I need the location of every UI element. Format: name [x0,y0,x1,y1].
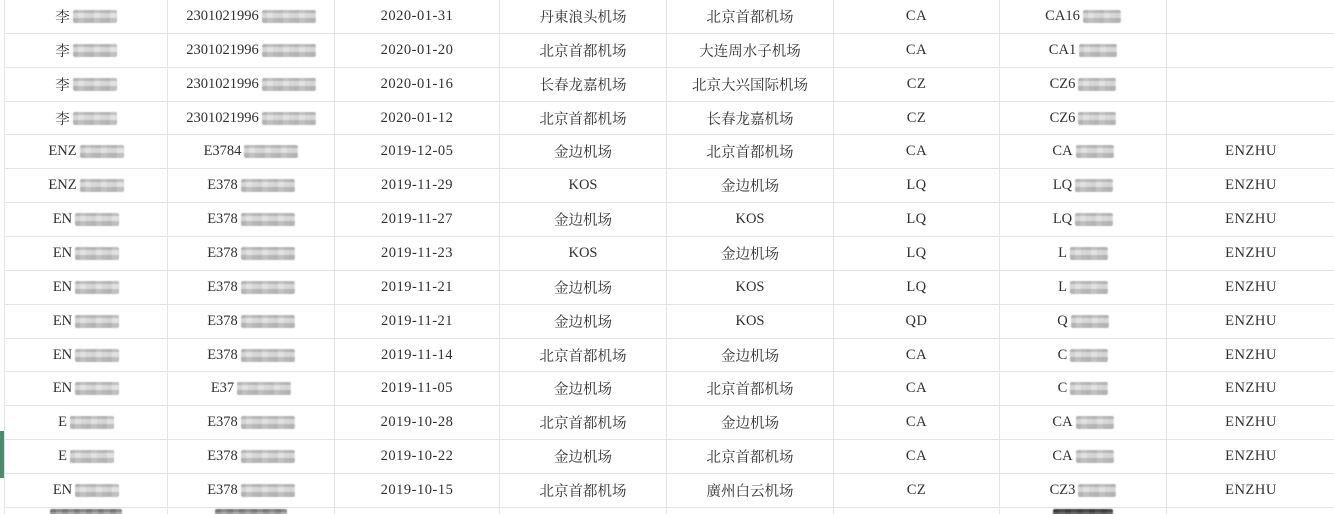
document-id-prefix: E378 [207,448,238,465]
redaction-blur [1076,145,1114,158]
arrival-airport-cell[interactable]: 北京首都机场 [667,372,834,405]
flight-number-cell[interactable] [1000,339,1167,372]
passenger-name-cell[interactable] [5,406,168,439]
arrival-airport-cell[interactable]: KOS [667,305,834,338]
redaction-blur [73,10,117,23]
flight-date-cell[interactable]: 2019-11-21 [335,305,500,338]
passenger-name-prefix: EN [52,244,73,261]
flight-date-cell[interactable]: 2019-10-15 [335,474,500,507]
redaction-blur [75,315,119,328]
redaction-blur [262,78,316,91]
arrival-airport-cell[interactable]: 长春龙嘉机场 [667,102,834,135]
redaction-blur [244,145,298,158]
table-row[interactable] [5,135,1334,169]
flight-number-prefix: L [1058,278,1067,295]
document-id-prefix: E378 [207,346,238,363]
departure-airport-cell[interactable]: 金边机场 [500,440,667,473]
passenger-name-prefix: EN [52,211,73,228]
flight-number-cell[interactable] [1000,135,1167,168]
document-id-prefix: E3784 [203,143,242,160]
redaction-blur [241,450,295,463]
passenger-code-cell[interactable]: ENZHU [1225,414,1277,431]
flight-number-prefix: L [1058,244,1067,261]
redaction-blur [241,349,295,362]
passenger-name-cell[interactable] [5,440,168,473]
redaction-blur [75,213,119,226]
document-id-cell[interactable] [168,406,335,439]
flight-number-cell[interactable] [1000,237,1167,270]
table-row[interactable] [5,271,1334,305]
document-id-cell[interactable] [168,271,335,304]
flight-number-cell[interactable] [1000,474,1167,507]
redaction-blur [1070,349,1108,362]
passenger-code-cell[interactable] [1167,68,1334,101]
table-row[interactable] [5,440,1334,474]
flight-date-cell[interactable]: 2019-11-14 [335,339,500,372]
flight-number-prefix: C [1057,346,1068,363]
passenger-name-prefix: ENZ [48,143,77,160]
redaction-blur [80,145,124,158]
flight-date-cell[interactable]: 2019-11-27 [335,203,500,236]
document-id-cell[interactable] [168,102,335,135]
passenger-code-cell[interactable]: ENZHU [1225,380,1277,397]
flight-number-cell[interactable] [1000,305,1167,338]
departure-airport-cell[interactable]: 北京首都机场 [500,34,667,67]
document-id-prefix: 2301021996 [186,7,259,24]
document-id-cell[interactable] [168,339,335,372]
flight-number-prefix: CA [1052,448,1073,465]
document-id-prefix: E378 [207,414,238,431]
airline-code-cell[interactable]: CZ [834,68,1000,101]
departure-airport-cell[interactable]: 北京首都机场 [500,102,667,135]
passenger-name-prefix: 李 [55,111,70,128]
departure-airport-cell[interactable]: 长春龙嘉机场 [500,68,667,101]
flight-date-cell[interactable]: 2020-01-31 [335,0,500,33]
redaction-blur [1078,78,1116,91]
airline-code-cell[interactable]: CA [834,339,1000,372]
passenger-code-cell[interactable] [1167,34,1334,67]
redaction-blur [75,349,119,362]
redaction-blur [241,281,295,294]
arrival-airport-cell[interactable]: 金边机场 [667,339,834,372]
passenger-name-prefix: EN [52,312,73,329]
departure-airport-cell[interactable]: 金边机场 [500,305,667,338]
redaction-blur [241,315,295,328]
flight-number-cell[interactable] [1000,372,1167,405]
flight-number-prefix: C [1057,380,1068,397]
document-id-prefix: 2301021996 [186,109,259,126]
flight-date-cell[interactable]: 2020-01-20 [335,34,500,67]
flight-date-cell[interactable]: 2019-11-05 [335,372,500,405]
document-id-cell[interactable] [168,68,335,101]
redaction-blur [75,484,119,497]
redaction-blur [1075,213,1113,226]
table-row[interactable] [5,372,1334,406]
arrival-airport-cell[interactable]: KOS [667,203,834,236]
passenger-name-prefix: EN [52,380,73,397]
flight-number-prefix: LQ [1052,211,1073,228]
flight-number-prefix: CZ6 [1049,75,1076,92]
redaction-blur [237,382,291,395]
passenger-name-cell[interactable] [5,474,168,507]
airline-code-cell[interactable]: LQ [834,237,1000,270]
passenger-code-cell[interactable]: ENZHU [1225,278,1277,295]
flight-number-prefix: CZ3 [1049,481,1076,498]
document-id-cell[interactable] [168,440,335,473]
departure-airport-cell[interactable]: 金边机场 [500,271,667,304]
document-id-cell[interactable] [168,34,335,67]
arrival-airport-cell[interactable]: 金边机场 [667,169,834,202]
passenger-code-cell[interactable] [1167,102,1334,135]
flight-table [4,0,1334,514]
redaction-blur [241,247,295,260]
redaction-blur [70,416,114,429]
redaction-blur [241,416,295,429]
redaction-blur [241,213,295,226]
flight-date-cell[interactable]: 2020-01-12 [335,102,500,135]
document-id-prefix: E378 [207,481,238,498]
flight-number-prefix: CA [1052,143,1073,160]
passenger-name-cell[interactable] [5,135,168,168]
passenger-name-prefix: EN [52,346,73,363]
redaction-blur [262,44,316,57]
departure-airport-cell[interactable]: 北京首都机场 [500,474,667,507]
table-row[interactable] [5,474,1334,508]
flight-date-cell[interactable]: 2019-10-22 [335,440,500,473]
redaction-blur [1053,509,1113,514]
arrival-airport-cell[interactable]: 廣州白云机场 [667,474,834,507]
flight-number-cell[interactable] [1000,0,1167,33]
document-id-cell[interactable] [168,237,335,270]
table-row[interactable] [5,169,1334,203]
redaction-blur [73,112,117,125]
airline-code-cell[interactable]: CZ [834,102,1000,135]
passenger-name-cell[interactable] [5,102,168,135]
arrival-airport-cell[interactable]: 金边机场 [667,406,834,439]
redacted-id-cell [168,508,335,514]
passenger-name-cell[interactable] [5,169,168,202]
redaction-blur [1076,416,1114,429]
redaction-blur [50,509,122,514]
airline-code-cell[interactable]: LQ [834,169,1000,202]
redaction-blur [241,179,295,192]
table-row[interactable] [5,34,1334,68]
departure-airport-cell[interactable]: 金边机场 [500,203,667,236]
document-id-cell[interactable] [168,169,335,202]
redaction-blur [1070,382,1108,395]
airline-code-cell[interactable]: CA [834,372,1000,405]
document-id-prefix: E378 [207,211,238,228]
passenger-name-cell[interactable] [5,0,168,33]
flight-date-cell[interactable]: 2019-12-05 [335,135,500,168]
airline-code-cell[interactable]: CZ [834,474,1000,507]
departure-airport-cell[interactable]: 金边机场 [500,135,667,168]
passenger-name-cell[interactable] [5,305,168,338]
document-id-prefix: 2301021996 [186,75,259,92]
airline-code-cell[interactable]: LQ [834,271,1000,304]
redaction-blur [262,112,316,125]
table-row[interactable] [5,305,1334,339]
table-row[interactable] [5,0,1334,34]
redaction-blur [70,450,114,463]
flight-number-prefix: Q [1057,312,1068,329]
flight-date-cell[interactable]: 2019-11-21 [335,271,500,304]
redaction-blur [1071,315,1109,328]
flight-number-prefix: CA1 [1048,41,1077,58]
airline-code-cell[interactable]: CA [834,0,1000,33]
passenger-name-cell[interactable] [5,203,168,236]
passenger-name-cell[interactable] [5,271,168,304]
redaction-blur [73,78,117,91]
table-row-partial[interactable] [5,508,1334,514]
flight-date-cell[interactable]: 2020-01-16 [335,68,500,101]
redaction-blur [241,484,295,497]
departure-airport-cell[interactable]: 北京首都机场 [500,339,667,372]
passenger-code-cell[interactable]: ENZHU [1225,448,1277,465]
flight-number-prefix: CZ6 [1049,109,1076,126]
passenger-name-prefix: 李 [55,9,70,26]
document-id-prefix: E378 [207,312,238,329]
table-row[interactable] [5,203,1334,237]
passenger-code-cell[interactable]: ENZHU [1225,312,1277,329]
passenger-name-cell[interactable] [5,34,168,67]
airline-code-cell[interactable]: CA [834,406,1000,439]
redaction-blur [75,382,119,395]
redaction-blur [215,509,287,514]
passenger-name-prefix: E [58,448,67,465]
redaction-blur [1083,10,1121,23]
departure-airport-cell[interactable]: 北京首都机场 [500,406,667,439]
redaction-blur [1078,112,1116,125]
document-id-prefix: E378 [207,244,238,261]
redaction-blur [1076,450,1114,463]
arrival-airport-cell[interactable]: 大连周水子机场 [667,34,834,67]
passenger-code-cell[interactable]: ENZHU [1225,211,1277,228]
arrival-airport-cell[interactable]: 北京首都机场 [667,0,834,33]
document-id-cell[interactable] [168,135,335,168]
document-id-cell[interactable] [168,305,335,338]
document-id-prefix: E37 [210,380,235,397]
flight-number-cell[interactable] [1000,203,1167,236]
arrival-airport-cell[interactable]: 北京首都机场 [667,135,834,168]
document-id-prefix: E378 [207,278,238,295]
passenger-code-cell[interactable]: ENZHU [1225,346,1277,363]
flight-table-body [5,0,1334,508]
passenger-code-cell[interactable]: ENZHU [1225,481,1277,498]
passenger-name-cell[interactable] [5,339,168,372]
flight-date-cell[interactable]: 2019-11-23 [335,237,500,270]
redaction-blur [73,44,117,57]
passenger-code-cell[interactable]: ENZHU [1225,177,1277,194]
arrival-airport-cell[interactable]: 金边机场 [667,237,834,270]
redaction-blur [1070,247,1108,260]
passenger-name-prefix: EN [52,481,73,498]
passenger-name-cell[interactable] [5,372,168,405]
departure-airport-cell[interactable]: 丹東浪头机场 [500,0,667,33]
flight-number-cell[interactable] [1000,68,1167,101]
redaction-blur [1078,484,1116,497]
airline-code-cell[interactable]: CA [834,135,1000,168]
passenger-code-cell[interactable]: ENZHU [1225,143,1277,160]
redaction-blur [75,247,119,260]
airline-code-cell[interactable]: CA [834,440,1000,473]
passenger-name-prefix: 李 [55,43,70,60]
departure-airport-cell[interactable]: KOS [500,169,667,202]
flight-number-cell[interactable] [1000,102,1167,135]
passenger-code-cell[interactable]: ENZHU [1225,244,1277,261]
departure-airport-cell[interactable]: 金边机场 [500,372,667,405]
flight-number-cell[interactable] [1000,34,1167,67]
airline-code-cell[interactable]: QD [834,305,1000,338]
passenger-name-cell[interactable] [5,68,168,101]
redaction-blur [1079,44,1117,57]
document-id-cell[interactable] [168,474,335,507]
document-id-prefix: 2301021996 [186,41,259,58]
flight-number-cell[interactable] [1000,271,1167,304]
flight-number-cell[interactable] [1000,169,1167,202]
passenger-code-cell[interactable] [1167,0,1334,33]
arrival-airport-cell[interactable]: 北京大兴国际机场 [667,68,834,101]
document-id-prefix: E378 [207,177,238,194]
redaction-blur [262,10,316,23]
redaction-blur [1070,281,1108,294]
table-row[interactable] [5,102,1334,136]
redacted-flight-cell [1000,508,1167,514]
table-row[interactable] [5,68,1334,102]
passenger-name-prefix: E [58,414,67,431]
flight-number-prefix: CA16 [1045,7,1080,24]
document-id-cell[interactable] [168,203,335,236]
departure-airport-cell[interactable]: KOS [500,237,667,270]
flight-number-cell[interactable] [1000,440,1167,473]
flight-date-cell[interactable]: 2019-11-29 [335,169,500,202]
redaction-blur [80,179,124,192]
table-row[interactable] [5,237,1334,271]
passenger-name-prefix: ENZ [48,177,77,194]
redacted-name-cell [5,508,168,514]
passenger-name-cell[interactable] [5,237,168,270]
airline-code-cell[interactable]: CA [834,34,1000,67]
flight-date-cell[interactable]: 2019-10-28 [335,406,500,439]
arrival-airport-cell[interactable]: KOS [667,271,834,304]
table-row[interactable] [5,339,1334,373]
passenger-name-prefix: EN [52,278,73,295]
document-id-cell[interactable] [168,372,335,405]
arrival-airport-cell[interactable]: 北京首都机场 [667,440,834,473]
flight-number-cell[interactable] [1000,406,1167,439]
passenger-name-prefix: 李 [55,77,70,94]
airline-code-cell[interactable]: LQ [834,203,1000,236]
flight-number-prefix: LQ [1052,177,1073,194]
document-id-cell[interactable] [168,0,335,33]
flight-number-prefix: CA [1052,414,1073,431]
redaction-blur [75,281,119,294]
table-row[interactable] [5,406,1334,440]
redaction-blur [1075,179,1113,192]
